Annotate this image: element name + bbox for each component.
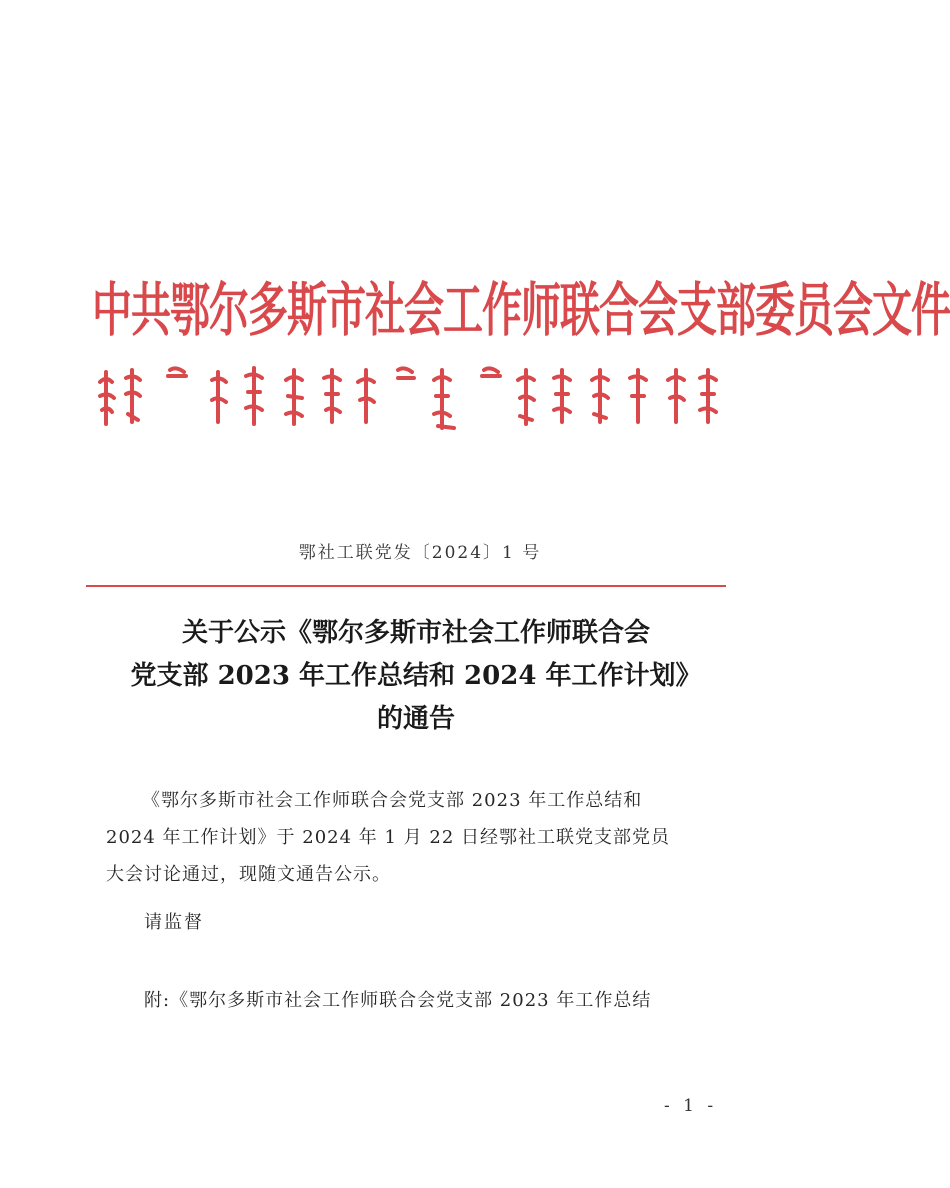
organization-header-title: 中共鄂尔多斯市社会工作师联合会支部委员会文件 (92, 276, 950, 345)
mongolian-script-icon (96, 364, 724, 432)
notice-title-line: 党支部 2023 年工作总结和 2024 年工作计划》 (130, 661, 702, 691)
notice-title-line: 的通告 (376, 704, 455, 734)
body-line: 大会讨论通过，现随文通告公示。 (106, 864, 391, 885)
page-number: - 1 - (664, 1096, 718, 1116)
notice-title-line: 关于公示《鄂尔多斯市社会工作师联合会 (181, 618, 650, 648)
notice-title (86, 612, 746, 741)
body-line: 2024 年工作计划》于 2024 年 1 月 22 日经鄂社工联党支部党员 (106, 827, 671, 848)
red-divider-line (86, 585, 726, 587)
supervise-text: 请监督 (144, 912, 204, 933)
body-line: 《鄂尔多斯市社会工作师联合会党支部 2023 年工作总结和 (142, 790, 643, 811)
attachment-text: 附:《鄂尔多斯市社会工作师联合会党支部 2023 年工作总结 (144, 990, 652, 1011)
document-number: 鄂社工联党发〔2024〕1 号 (298, 543, 542, 563)
notice-body (106, 782, 728, 893)
